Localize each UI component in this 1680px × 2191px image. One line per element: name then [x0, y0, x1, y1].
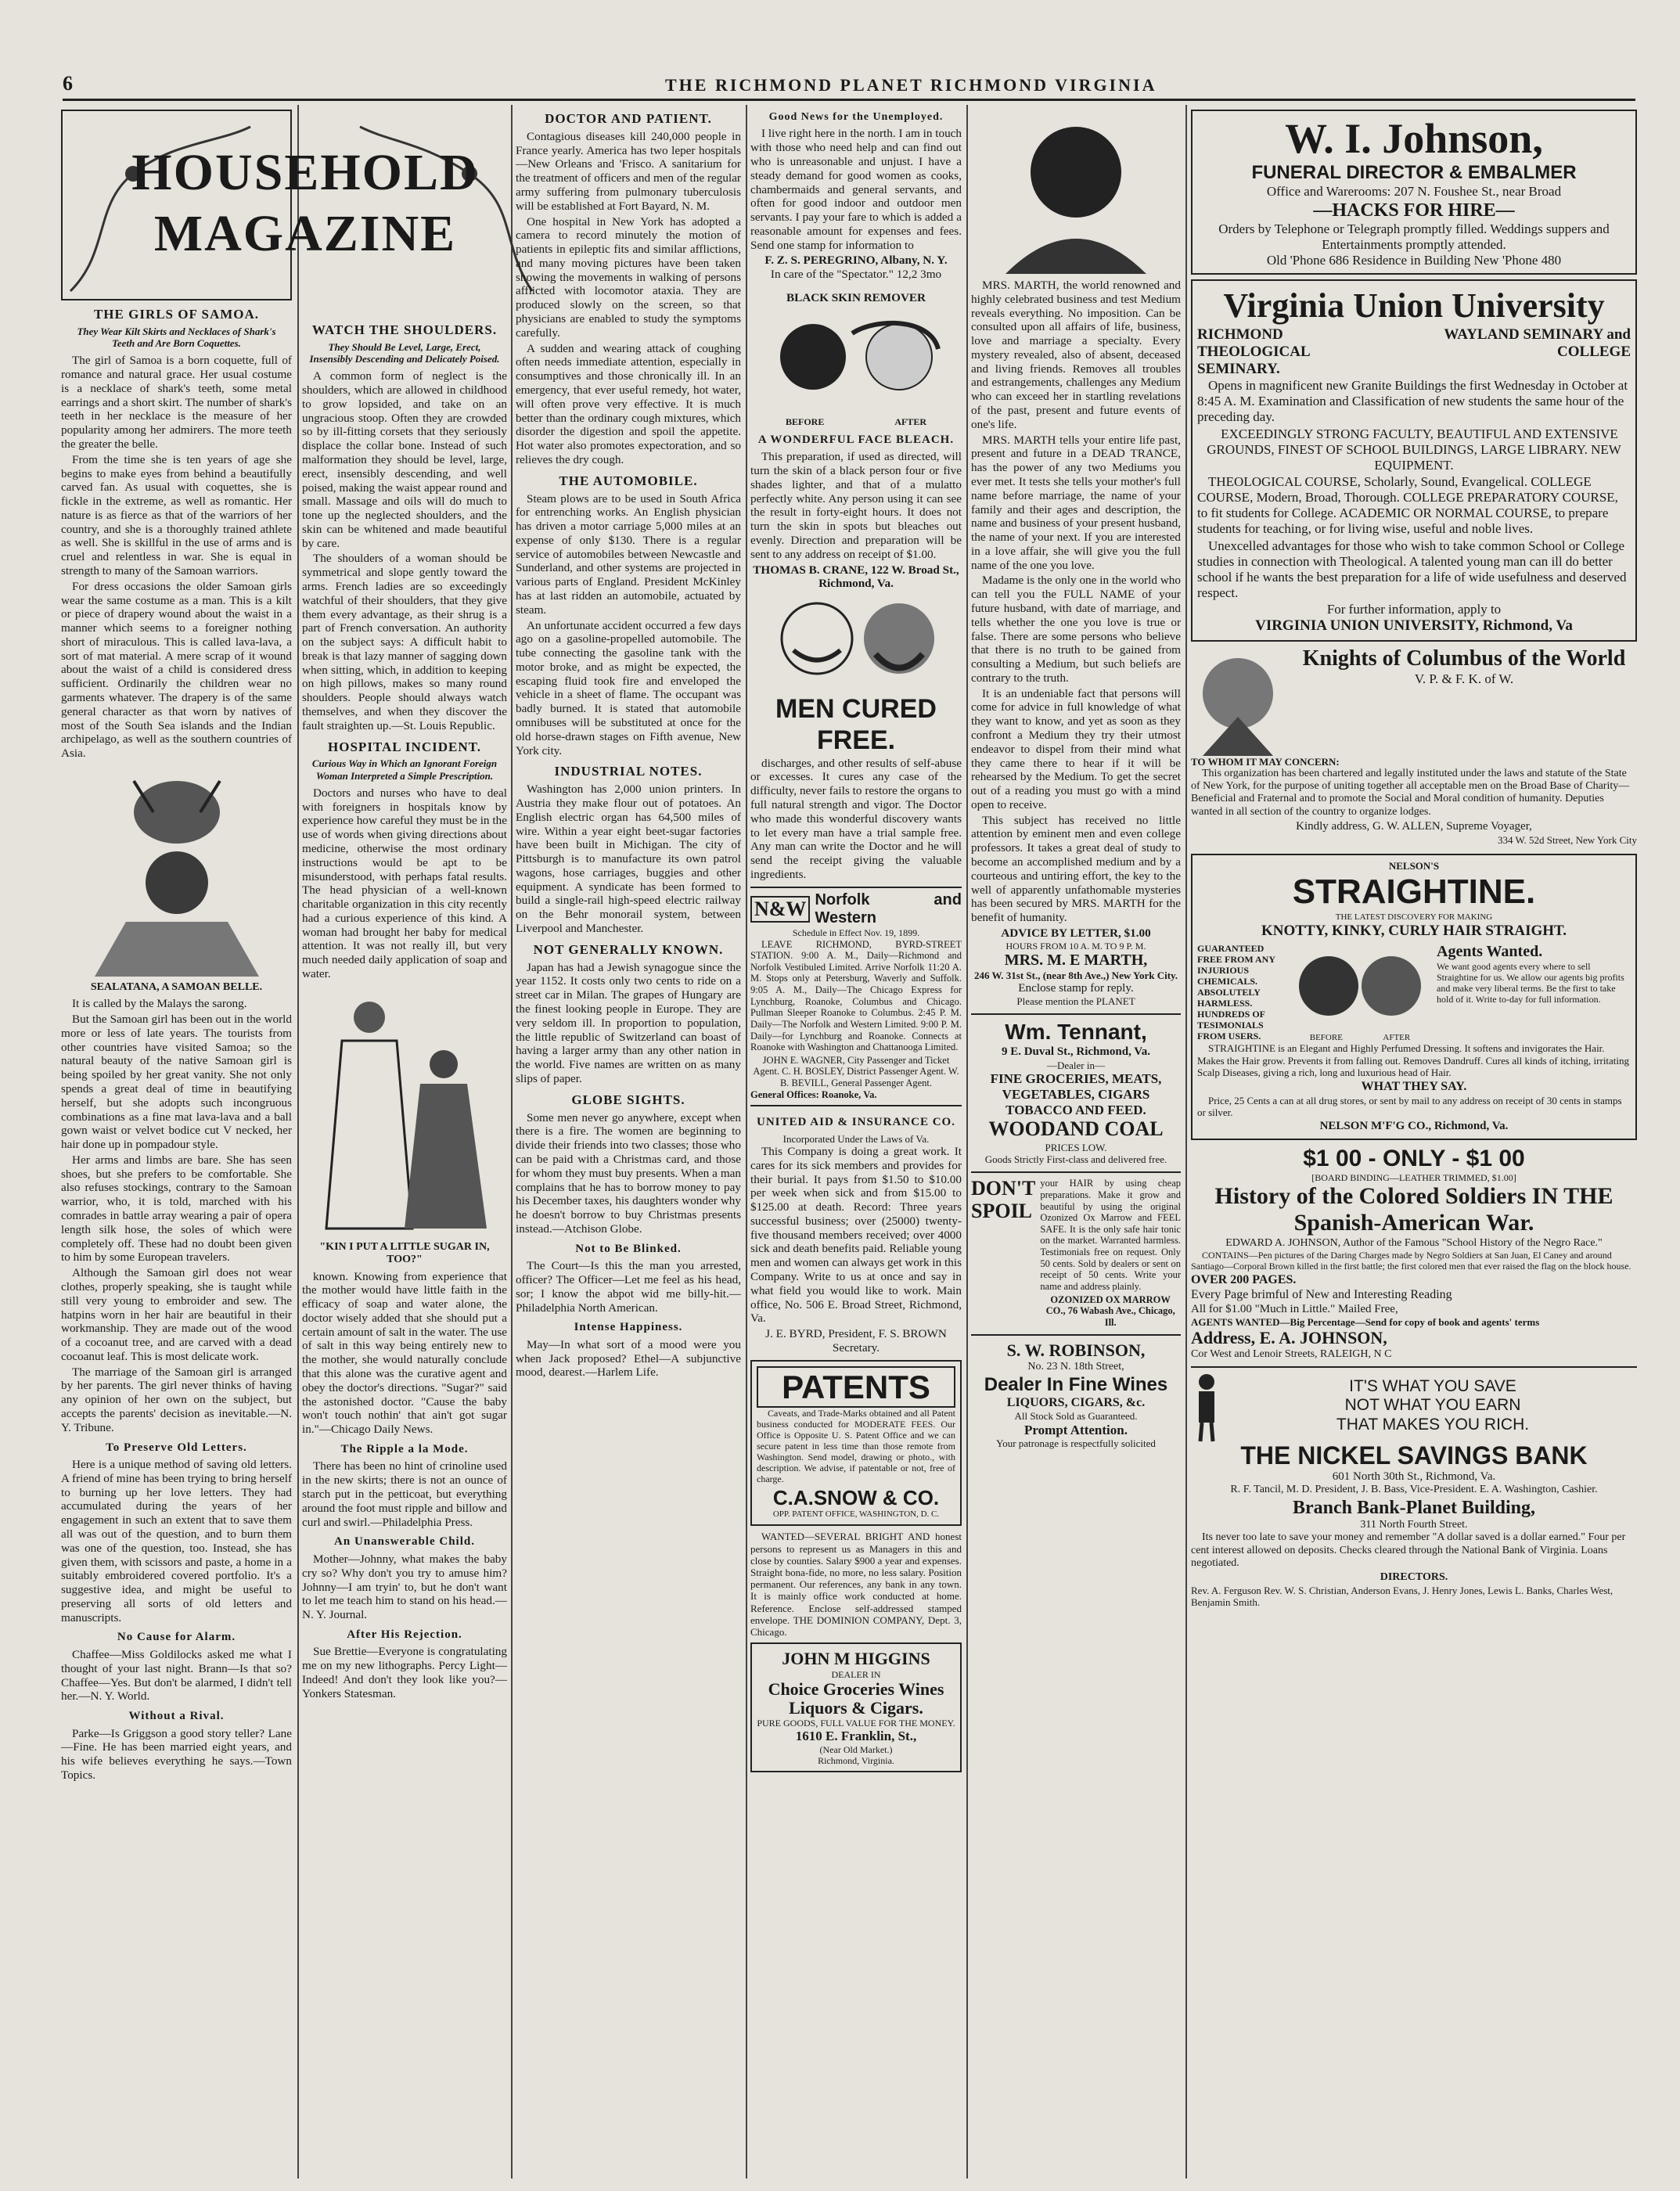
marth-paragraph: MRS. MARTH tells your entire life past, present and future in a DEAD TRANCE, has the power of any two Mediums you ever met. It tests she tells your mother's full name before marriage, the name of your family and their ages and description, the name and business of your present husband, the name of your next. If you are interested in a love affair, she will give you the full name of the one you love.	[971, 433, 1181, 572]
tennant-dealer: —Dealer in—	[1046, 1059, 1105, 1071]
kc-allen: Kindly address, G. W. ALLEN, Supreme Voyager,	[1296, 820, 1532, 833]
known-title: NOT GENERALLY KNOWN.	[533, 941, 724, 957]
rejection-title: After His Rejection.	[347, 1628, 462, 1641]
newspaper-title: THE RICHMOND PLANET RICHMOND VIRGINIA	[665, 75, 1157, 95]
doctor-title: DOCTOR AND PATIENT.	[545, 111, 712, 126]
united-paragraph: This Company is doing a great work. It cares for its sick members and provides for their burial. It pays from $1.50 to $10.00 per week when sick and from $15.00 to $125.00 at death. Record: Three years successful business; over (25000) twenty-five thousand members received; over 4000 sick and death benefits paid. Reliable young men and women can always get work in this Company. Write to us at once and say in what field you would like to work. Main office, No. 506 E. Broad Street, Richmond, Va.	[750, 1145, 962, 1326]
column-rule	[966, 105, 968, 2178]
bank-directors: DIRECTORS.	[1380, 1571, 1448, 1584]
ripple-paragraph: There has been no hint of crinoline used in the new skirts; there is not an ounce of starch put in the petticoat, but everything around the foot must ripple and billow and curl and swirl.—Philadelphia Press.	[302, 1459, 507, 1529]
bank-directors-list: Rev. A. Ferguson Rev. W. S. Christian, Anderson Evans, J. Henry Jones, Lewis L. Banks, Charles West, Benjamin Smith.	[1191, 1584, 1613, 1609]
johnson-hacks: —HACKS FOR HIRE—	[1313, 200, 1515, 221]
men-cured-headline: MEN CURED FREE.	[775, 694, 937, 755]
samoan-belle-illustration	[79, 765, 275, 977]
bank-officers: R. F. Tancil, M. D. President, J. B. Bass, Vice-President. E. A. Washington, Cashier.	[1230, 1484, 1598, 1496]
column-4	[750, 105, 962, 2178]
samoa-paragraph: From the time she is ten years of age she begins to make eyes from behind a beautifully carved fan. As usual with coquettes, she is fickle in the extreme, as well as romantic. Her nature is as fierce as that of the warriors of her country, and she is a thoroughly trained athlete as well. She is skillful in the use of arms and is cruel and relentless in war. She is equal in strength to many of the Samoan warriors.	[61, 452, 292, 577]
patents-company: C.A.SNOW & CO.	[772, 1486, 940, 1510]
tennant-coal: WOODAND COAL	[988, 1117, 1164, 1141]
rival-paragraph: Parke—Is Griggson a good story teller? Lane—Fine. He has been married eight years, and his wife believes everything he says.—Town Topics.	[61, 1726, 292, 1783]
marth-mention: Please mention the PLANET	[1016, 995, 1135, 1008]
straightine-small: NELSON'S	[1388, 859, 1440, 872]
straightine-agents	[1437, 943, 1631, 1043]
samoa-paragraph: The marriage of the Samoan girl is arranged by her parents. The girl never thinks of having any opinion of her own on the subject, but accepts the parents' decision as inevitable.—N. Y. Tribune.	[61, 1365, 292, 1434]
blinked-title: Not to Be Blinked.	[575, 1242, 682, 1255]
bank-address: 601 North 30th St., Richmond, Va.	[1332, 1470, 1496, 1483]
column-2	[302, 316, 507, 2178]
robinson-prompt: Prompt Attention.	[1024, 1422, 1128, 1437]
letters-paragraph: Here is a unique method of saving old letters. A friend of mine has been trying to bring herself to burning up her love letters. They had accumulated during the years of her engagement in such an extent that to save them all was out of the question, and to burn them was one of the question, too. Instead, she has given them, with scissors and paste, a home in a suitably embroidered covered portfolio. It's a suggestive idea, and might be useful to preserving all sorts of old letters and manuscripts.	[61, 1458, 292, 1624]
automobile-paragraph: An unfortunate accident occurred a few days ago on a gasoline-propelled automobile. The tube connecting the gasoline tank with the motor broke, and as might be expected, the escaping fluid took fire and enveloped the vehicle in a sheet of flame. The occupant was badly burned. It is stated that automobile omnibuses will be substituted at once for the old horse-drawn stages on Fifth avenue, New York city.	[516, 618, 741, 757]
book-mail: All for $1.00 "Much in Little." Mailed Free,	[1191, 1302, 1398, 1315]
samoa-paragraph: Her arms and limbs are bare. She has seen shoes, but she prefers to be comfortable. She also refuses stockings, contrary to the Samoan warrior, who, it is told, marched with his comrades in battle array wearing a pair of opera length silk hose, the soles of which were completely off. These had no doubt been given to him by some European travelers.	[61, 1153, 292, 1265]
united-aid-ad	[750, 1105, 962, 1355]
bank-branch-address: 311 North Fourth Street.	[1360, 1518, 1468, 1531]
higgins-near: (Near Old Market.)	[819, 1744, 893, 1756]
bleach-signature: THOMAS B. CRANE, 122 W. Broad St., Richmond, Va.	[753, 563, 959, 591]
before-label: BEFORE	[785, 416, 825, 427]
tennant-name: Wm. Tennant,	[1005, 1020, 1147, 1045]
straightine-agents-title: Agents Wanted.	[1437, 942, 1543, 960]
shoulders-paragraph: A common form of neglect is the shoulders, which are allowed in childhood to grow lopsided, and take on an ungracious stoop. Often they are crowded so by ill-fitting corsets that they seriously displace the collar bone. Instead of such malformation they should be level, large, erect, insensibly descending, and well poised, making the waist appear round and small. Massage and oils will do much to tone up the neglected shoulders, and the skin can be whitened and made beautiful by care.	[302, 369, 507, 550]
samoa-paragraph: But the Samoan girl has been out in the world more or less of late years. The tourists from other countries have visited Samoa; so the natural beauty of the native Samoan girl is being spoiled by her great vanity. She not only spends a great deal of time in beautifying herself, but she adopts such incongruous combinations as a fine mat lava-lava and a ball gown waist or velvet bodice cut V necked, her hair done up in pompadour style.	[61, 1013, 292, 1152]
ox-marrow-signature: OZONIZED OX MARROW CO., 76 Wabash Ave., Chicago, Ill.	[1045, 1293, 1175, 1328]
vuu-paragraph: Unexcelled advantages for those who wish to take common School or College studies in connection with Theological. A talented young man can ill do better school if he wants the best preparation for a life of wide usefulness and deserved respect.	[1197, 538, 1627, 600]
marth-advice: ADVICE BY LETTER, $1.00	[1001, 926, 1151, 940]
industrial-title: INDUSTRIAL NOTES.	[554, 764, 703, 779]
column-rule	[297, 105, 299, 2178]
kc-title: Knights of Columbus of the World	[1302, 646, 1626, 671]
shoulders-title: WATCH THE SHOULDERS.	[311, 322, 498, 337]
samoa-paragraph: It is called by the Malays the sarong.	[72, 997, 247, 1011]
shoulders-subtitle: They Should Be Level, Large, Erect, Insensibly Descending and Delicately Poised.	[309, 340, 500, 365]
image-caption: "KIN I PUT A LITTLE SUGAR IN, TOO?"	[319, 1240, 490, 1266]
tennant-goods: FINE GROCERIES, MEATS, VEGETABLES, CIGARS TOBACCO AND FEED.	[990, 1070, 1162, 1117]
robinson-stock: All Stock Sold as Guaranteed.	[1014, 1410, 1138, 1423]
doctor-paragraph: Contagious diseases kill 240,000 people in France yearly. America has two leper hospitals—New Orleans and 'Frisco. A sanitarium for the treatment of officers and men of the regular army suffering from pulmonary tuberculosis will be established at Fort Bayard, N. M.	[516, 129, 741, 213]
alarm-title: No Cause for Alarm.	[117, 1631, 236, 1644]
railway-logo: N&W	[750, 896, 810, 923]
bank-branch: Branch Bank-Planet Building,	[1292, 1497, 1536, 1518]
tennant-delivered: Goods Strictly First-class and delivered free.	[984, 1153, 1167, 1166]
straightine-list: GUARANTEED FREE FROM ANY INJURIOUS CHEMICALS. ABSOLUTELY HARMLESS. HUNDREDS OF TESIMONIALS FROM USERS.	[1197, 942, 1275, 1042]
before-after-hair-illustration	[1290, 943, 1430, 1029]
after-label: AFTER	[894, 416, 926, 427]
railway-signature: JOHN E. WAGNER, City Passenger and Ticket Agent. C. H. BOSLEY, District Passenger Agent. W. B. BEVILL, General Passenger Agent.	[753, 1054, 959, 1089]
hospital-paragraph: known. Knowing from experience that the mother would have little faith in the efficacy of soap and water alone, the doctor wisely added that she should put a certain amount of salt in the water. The use of salt in this way being entirely new to the mother, she would naturally conclude that this alone was the curative agent and obey the doctor's directions. "Sugar?" said the astonished doctor. "Cause the baby won't touch nothin' that ain't got sugar in."—Chicago Daily News.	[302, 1269, 507, 1437]
marth-stamp: Enclose stamp for reply.	[1018, 981, 1134, 995]
page-number: 6	[63, 72, 75, 95]
men-portraits-illustration	[758, 595, 954, 689]
ripple-title: The Ripple a la Mode.	[340, 1442, 469, 1455]
robinson-ad	[971, 1334, 1181, 1449]
robinson-address: No. 23 N. 18th Street,	[1027, 1361, 1124, 1373]
higgins-dealer: DEALER IN	[831, 1668, 881, 1680]
higgins-city: Richmond, Virginia.	[818, 1755, 894, 1767]
book-author: EDWARD A. JOHNSON, Author of the Famous "School History of the Negro Race."	[1225, 1236, 1603, 1249]
rejection-paragraph: Sue Brettie—Everyone is congratulating me on my new lithographs. Percy Light—Indeed! And don't they look like you?—Yonkers Statesman.	[302, 1645, 507, 1700]
tennant-address: 9 E. Duval St., Richmond, Va.	[1001, 1045, 1151, 1059]
spoil-label: SPOIL	[971, 1199, 1033, 1222]
kc-to: TO WHOM IT MAY CONCERN:	[1191, 755, 1340, 768]
mrs-marth-portrait	[990, 110, 1162, 274]
book-address: Address, E. A. JOHNSON,	[1191, 1328, 1387, 1348]
railway-title: Norfolk and Western	[815, 890, 962, 927]
before-after-labels	[750, 416, 962, 427]
kc-paragraph: This organization has been chartered and legally instituted under the laws and statute of the State of New York, for the purpose of uniting together all acceptable men on the Broad Base of Charity—Beneficial and Fraternal and to promote the Social and Moral condition of humanity. Deputies wanted in all section of the country to organize lodges.	[1191, 767, 1630, 818]
doctor-paragraph: A sudden and wearing attack of coughing often needs immediate attention, especially in consumptives and those chronically ill. In an emergency, that ever useful remedy, hot water, will often prove very effective. It is much better than the ordinary cough mixtures, which disorder the digestion and spoil the appetite. Hot water also promotes expectoration, and so relieves the dry cough.	[516, 341, 741, 466]
vuu-title: Virginia Union University	[1223, 286, 1605, 326]
book-price: $1 00 - ONLY - $1 00	[1303, 1145, 1525, 1171]
straightine-signature: NELSON M'F'G CO., Richmond, Va.	[1319, 1120, 1509, 1133]
column-5	[971, 105, 1181, 2178]
robinson-patronage: Your patronage is respectfully solicited	[996, 1437, 1156, 1450]
vuu-ad	[1191, 279, 1637, 641]
straightine-faces-labels	[1290, 1033, 1430, 1043]
railway-heading	[750, 891, 962, 928]
happiness-paragraph: May—In what sort of a mood were you when Jack proposed? Ethel—A subjunctive mood, dearest.—Harlem Life.	[516, 1337, 741, 1380]
bank-slogan	[1191, 1371, 1637, 1441]
unemployed-paragraph: I live right here in the north. I am in touch with those who need help and can find out who is unreasonable and unjust. I have a steady demand for good women as cooks, chambermaids and general servants, and often for good indoor and outdoor men servants. I pay your fare to which is added a reasonable amount for expenses and fees. Send one stamp for information to	[750, 127, 962, 252]
robinson-title: Dealer In Fine Wines	[984, 1373, 1168, 1395]
before-label: BEFORE	[1309, 1032, 1343, 1042]
vuu-right-school: WAYLAND SEMINARY and COLLEGE	[1444, 326, 1631, 360]
railway-offices: General Offices: Roanoke, Va.	[750, 1088, 877, 1100]
men-paragraph: discharges, and other results of self-abuse or excesses. It cures any case of the difficulty, never fails to restore the organs to full natural strength and vigor. The Doctor who made this wonderful discovery wants to let every man have a trial sample free. Any man can write the Doctor and he will send the receipt giving the valuable ingredients.	[750, 756, 962, 881]
samoa-paragraph: For dress occasions the older Samoan girls wear the same costume as a man. This is a kilt or piece of drapery wound about the waist in a manner which seems to a foreigner nothing short of miraculous. This is called lava-lava, a sort of mat material. A mere scrap of it wound about the waist of a child is considered dress sufficient. Ordinarily the children wear no garments whatever. The drapery is of the same general character as that worn by natives of most of the South Sea islands and the Indian archipelago, as well as the southern countries of Asia.	[61, 579, 292, 761]
unanswerable-paragraph: Mother—Johnny, what makes the baby cry so? Why don't you try to amuse him? Johnny—I am tryin' to, but he don't want to let me teach him to stand on his head.—N. Y. Journal.	[302, 1552, 507, 1622]
united-signature: J. E. BYRD, President, F. S. BROWN Secretary.	[765, 1327, 947, 1355]
wanted-paragraph: WANTED—SEVERAL BRIGHT AND honest persons to represent us as Managers in this and close by counties. Salary $900 a year and expenses. Straight bona-fide, no more, no less salary. Position permanent. Our references, any bank in any town. It is mainly office work conducted at home. Reference. Enclose self-addressed stamped envelope. THE DOMINION COMPANY, Dept. 3, Chicago.	[750, 1531, 962, 1638]
column-rule	[1185, 105, 1187, 2178]
kc-ad	[1191, 646, 1637, 756]
straightine-say: WHAT THEY SAY.	[1361, 1079, 1467, 1093]
book-ad	[1191, 1145, 1637, 1362]
patents-paragraph: Caveats, and Trade-Marks obtained and all Patent business conducted for MODERATE FEES. Our Office is Opposite U. S. Patent Office and we can secure patent in less time than those remote from Washington. Send model, drawing or photo., with description. We advise, if patentable or not, free of charge.	[757, 1407, 955, 1485]
straightine-faces	[1290, 943, 1430, 1043]
marth-hours: HOURS FROM 10 A. M. TO 9 P. M.	[1005, 940, 1146, 952]
johnson-phone: Old 'Phone 686 Residence in Building New 'Phone 480	[1266, 253, 1562, 268]
bleach-title: A WONDERFUL FACE BLEACH.	[757, 433, 955, 446]
samoa-title: THE GIRLS OF SAMOA.	[93, 307, 260, 322]
straightine-agents-paragraph: We want good agents every where to sell Straightine for us. We allow our agents big profits and make very liberal terms. Be the first to take hold of it. Write to-day for full information.	[1437, 961, 1624, 1006]
blinked-paragraph: The Court—Is this the man you arrested, officer? The Officer—Let me feel as his head, sor; I know the abpot wid me billy-hit.—Philadelphia North American.	[516, 1259, 741, 1315]
automobile-paragraph: Steam plows are to be used in South Africa for entrenching works. An English physician has driven a motor carriage 5,000 miles at an expense of only $130. There is a regular service of automobiles between Newcastle and Sunderland, and other systems are projected in various parts of England. President McKinley has at last ridden an automobile, actuated by steam.	[516, 491, 741, 617]
bank-slogan-line: NOT WHAT YOU EARN	[1344, 1396, 1521, 1415]
higgins-name: JOHN M HIGGINS	[782, 1649, 930, 1669]
vuu-paragraph: Opens in magnificent new Granite Buildings the first Wednesday in October at 8:45 A. M. Examination and Classification of new students the same hour of the preceding day.	[1197, 378, 1628, 424]
bank-slogan-line: THAT MAKES YOU RICH.	[1336, 1415, 1530, 1434]
marth-paragraph: This subject has received no little attention by eminent men and even college professors. It takes a great deal of study to become an accomplished medium and by a courteous and untiring effort, the key to the well of apparently unfathomable mysteries has been secured by MRS. MARTH for the benefit of humanity.	[971, 813, 1181, 925]
bank-slogan-text	[1229, 1377, 1637, 1435]
straightine-ad	[1191, 854, 1637, 1140]
robinson-name: S. W. ROBINSON,	[1006, 1340, 1146, 1361]
book-paragraph: CONTAINS—Pen pictures of the Daring Charges made by Negro Soldiers at San Juan, El Caney and around Santiago—Corporal Brown killed in the first battle; the first colored men that ever raised the flag on the block house.	[1191, 1250, 1631, 1272]
railway-ad	[750, 887, 962, 1101]
johnson-address: Office and Warerooms: 207 N. Foushee St., near Broad	[1266, 184, 1562, 200]
known-paragraph: Japan has had a Jewish synagogue since the year 1152. It costs only two cents to ride on a street car in Milan. The grapes of Hungary are the finest looking people in Europe. They are very seldom ill. In proportion to population, the little republic of Switzerland can boast of having a larger army than any other nation in the world. Five names are written on as many slips of paper.	[516, 960, 741, 1085]
higgins-goods: Choice Groceries Wines Liquors & Cigars.	[768, 1678, 944, 1718]
happiness-title: Intense Happiness.	[574, 1321, 683, 1334]
hospital-paragraph: Doctors and nurses who have to deal with foreigners in hospitals know by experience how careful they must be in the use of words when giving directions about medicine, otherwise the most ordinary instructions would be apt to be misunderstood, with perhaps fatal results. The head physician of a well-known charitable organization in this city recently had a curious experience of this kind. A woman had brought her baby for medical attention. It was not really ill, but very much needed daily application of soap and water.	[302, 786, 507, 981]
book-title: History of the Colored Soldiers IN THE Spanish-American War.	[1214, 1182, 1613, 1236]
vuu-faculty: EXCEEDINGLY STRONG FACULTY, BEAUTIFUL AND EXTENSIVE GROUNDS, FINEST OF SCHOOL BUILDINGS, LARGE LIBRARY. NEW EQUIPMENT.	[1207, 426, 1621, 473]
nurse-and-mother-illustration	[311, 986, 498, 1236]
railway-schedule: Schedule in Effect Nov. 19, 1899.	[792, 927, 920, 939]
straightine-body	[1197, 943, 1631, 1043]
united-title: UNITED AID & INSURANCE CO.	[757, 1116, 955, 1129]
higgins-address: 1610 E. Franklin, St.,	[795, 1729, 917, 1744]
patents-ad	[750, 1360, 962, 1527]
johnson-orders: Orders by Telephone or Telegraph promptly filled. Weddings suppers and Entertainments promptly attended.	[1218, 221, 1610, 253]
globe-title: GLOBE SIGHTS.	[571, 1092, 685, 1107]
book-agents: AGENTS WANTED—Big Percentage—Send for copy of book and agents' terms	[1191, 1316, 1540, 1329]
book-pages: OVER 200 PAGES.	[1191, 1273, 1297, 1287]
shoulders-paragraph: The shoulders of a woman should be symmetrical and slope gently toward the arms. French ladies are so exceedingly watchful of their shoulders, that they give them every advantage, as their shrug is a part of French conversation. An authority on the subject says: A difficult habit to break is that lazy manner of sagging down when sitting, which, in addition to keeping on high pillows, makes so many round shoulders. People should always watch themselves, and when they discover the fault straighten up.—St. Louis Republic.	[302, 552, 507, 732]
masthead-box	[61, 110, 479, 300]
industrial-paragraph: Washington has 2,000 union printers. In Austria they make flour out of potatoes. An English electric organ has 64,500 miles of wire. Within a year eight beet-sugar factories have been built in Michigan. The city of Pittsburgh is to manufacture its own patrol wagons, hose carriages, buggies and other equipment. A syndicate has been formed to build a single-rail high-speed electric railway on the Behr monorail system, between Liverpool and Manchester.	[516, 782, 741, 936]
vuu-courses: THEOLOGICAL COURSE, Scholarly, Sound, Evangelical. COLLEGE COURSE, Modern, Broad, Thorough. COLLEGE PREPARATORY COURSE, to fit students for College. ACADEMIC OR NORMAL COURSE, to prepare students for teaching, or for living wise, useful and noble lives.	[1197, 474, 1618, 537]
unemployed-signature: F. Z. S. PEREGRINO, Albany, N. Y.	[764, 254, 948, 268]
automobile-title: THE AUTOMOBILE.	[559, 473, 698, 488]
hospital-title: HOSPITAL INCIDENT.	[328, 739, 481, 754]
man-figure-illustration	[1191, 1371, 1222, 1441]
unemployed-title: Good News for the Unemployed.	[768, 111, 944, 123]
straightine-title: STRAIGHTINE.	[1292, 872, 1536, 912]
kc-subtitle: V. P. & F. K. of W.	[1414, 671, 1514, 687]
vuu-signature: VIRGINIA UNION UNIVERSITY, Richmond, Va	[1255, 617, 1573, 635]
railway-paragraph: LEAVE RICHMOND, BYRD-STREET STATION. 9:00 A. M., Daily—Richmond and Norfolk Vestibuled Limited. Arrive Norfolk 11:20 A. M. Stops only at Petersburg, Waverly and Suffolk. 9:05 A. M., Daily—The Chicago Express for Lynchburg, Roanoke, Columbus and Chicago. Pullman Sleeper Roanoke to Columbus. 2:45 P. M. Daily—The Norfolk and Western Limited. 9:00 P. M. Daily—for Lynchburg and Roanoke. Connects at Roanoke with Washington and Chattanooga Limited.	[750, 938, 962, 1053]
column-rule	[746, 105, 747, 2178]
samoa-paragraph: Although the Samoan girl does not wear clothes, properly speaking, she is taught while still very young to embroider and sew. The hatpins worn in her hair are beautiful in their workmanship. They are made out of the wood of a cocoanut tree, and are carved with a dead cocoanut leaf. This is most delicate work.	[61, 1266, 292, 1363]
straightine-paragraph: STRAIGHTINE is an Elegant and Highly Perfumed Dressing. It softens and invigorates the Hair. Makes the Hair grow. Prevents it from falling out. Removes Dandruff. Cures all kinds of itching, irritating Scalp Diseases, giving a rich, long and luxurious head of Hair.	[1197, 1042, 1630, 1078]
globe-paragraph: Some men never go anywhere, except when there is a fire. The women are beginning to divide their friends into two classes; those who can be paid with a Christmas card, and those for whom they must buy presents. When a man complains that he has to borrow money to pay his December taxes, his daughters wonder why he doesn't borrow to buy Christmas presents instead.—Atchison Globe.	[516, 1110, 741, 1236]
dont-label: DON'T	[971, 1177, 1036, 1200]
unanswerable-title: An Unanswerable Child.	[334, 1535, 475, 1549]
page-header	[63, 72, 1635, 101]
column-6	[1191, 105, 1637, 2178]
nickel-bank-ad	[1191, 1366, 1637, 1609]
ox-marrow-text	[1040, 1178, 1181, 1328]
knights-emblem-illustration	[1191, 646, 1285, 756]
samoa-subtitle: They Wear Kilt Skirts and Necklaces of Shark's Teeth and Are Born Coquettes.	[77, 325, 276, 350]
higgins-ad	[750, 1642, 962, 1772]
kc-address: 334 W. 52d Street, New York City	[1497, 833, 1637, 846]
rival-title: Without a Rival.	[128, 1710, 225, 1723]
doctor-paragraph: One hospital in New York has adopted a camera to record minutely the motion of patients in epileptic fits and similar afflictions, and many moving pictures have been taken showing the movements in walking of persons afflicted with locomotor ataxia. They are produced slowly on the screen, so that physicians are enabled to study the symptoms carefully.	[516, 214, 741, 340]
book-binding: [BOARD BINDING—LEATHER TRIMMED, $1.00]	[1311, 1171, 1516, 1183]
masthead-title: HOUSEHOLD MAGAZINE	[131, 144, 479, 262]
vuu-left-school: RICHMOND THEOLOGICAL SEMINARY.	[1197, 326, 1310, 377]
book-address-line: Cor West and Lenoir Streets, RALEIGH, N C	[1191, 1348, 1392, 1361]
johnson-title: FUNERAL DIRECTOR & EMBALMER	[1251, 162, 1577, 184]
marth-paragraph: Madame is the only one in the world who can tell you the FULL NAME of your future husband, with date of marriage, and tells whether the one you love is true or false. There are some persons who believe that there is no truth to be gained from consulting a Medium, but such beliefs are contrary to the truth.	[971, 574, 1181, 685]
unemployed-note: In care of the "Spectator." 12,2 3mo	[770, 268, 942, 282]
image-caption: SEALATANA, A SAMOAN BELLE.	[90, 980, 263, 993]
patents-address: OPP. PATENT OFFICE, WASHINGTON, D. C.	[772, 1509, 940, 1520]
straightine-tag: THE LATEST DISCOVERY FOR MAKING	[1335, 912, 1493, 922]
vuu-info: For further information, apply to	[1326, 602, 1502, 617]
column-3	[516, 105, 741, 2178]
tennant-prices: PRICES LOW.	[1045, 1141, 1107, 1153]
marth-paragraph: It is an undeniable fact that persons will come for advice in full knowledge of what they want to know, and yet as soon as they confront a Medium they try their utmost endeavor to dispel from their mind what they came there to hear if it will be rehearsed by the Medium. To get the secret out of a reading you must go with a mind open to receive.	[971, 686, 1181, 811]
bank-title: THE NICKEL SAVINGS BANK	[1240, 1441, 1588, 1470]
letters-title: To Preserve Old Letters.	[106, 1441, 247, 1454]
tennant-ad	[971, 1013, 1181, 1165]
straightine-kinky: KNOTTY, KINKY, CURLY HAIR STRAIGHT.	[1261, 922, 1567, 939]
hospital-subtitle: Curious Way in Which an Ignorant Foreign Woman Interpreted a Simple Prescription.	[311, 757, 498, 782]
bleach-label: BLACK SKIN REMOVER	[786, 290, 926, 304]
united-subtitle: Incorporated Under the Laws of Va.	[782, 1132, 930, 1145]
patents-title: PATENTS	[757, 1366, 955, 1408]
straightine-price: Price, 25 Cents a can at all drug stores, or sent by mail to any address on receipt of 30 cents in stamps or silver.	[1197, 1094, 1622, 1118]
kc-text	[1291, 646, 1637, 756]
higgins-tag: PURE GOODS, FULL VALUE FOR THE MONEY.	[757, 1718, 955, 1729]
after-label: AFTER	[1383, 1032, 1411, 1042]
ox-marrow-ad	[971, 1171, 1181, 1328]
before-after-faces-illustration	[758, 310, 954, 412]
dont-spoil-heading	[971, 1178, 1035, 1328]
ox-marrow-paragraph: your HAIR by using cheap preparations. Make it grow and beautiful by using the original Ozonized Ox Marrow and FEEL SAFE. It is the only safe hair tonic on the market. Warranted harmless. Testimonials free on request. Only 50 cents. Sold by dealers or sent on receipt of 50 cents. Write your name and address plainly.	[1040, 1178, 1181, 1292]
johnson-name: W. I. Johnson,	[1285, 115, 1543, 162]
alarm-paragraph: Chaffee—Miss Goldilocks asked me what I thought of your last night. Brann—Is that so? Chaffee—Yes. But don't be alarmed, I didn't tell her.—N. Y. World.	[61, 1648, 292, 1704]
robinson-goods: LIQUORS, CIGARS, &c.	[1006, 1395, 1146, 1409]
marth-paragraph: MRS. MARTH, the world renowned and highly celebrated business and test Medium reveals everything. No imposition. Can be consulted upon all affairs of life, business, love and marriage a specialty. Every mystery revealed, also of absent, deceased and living friends. Removes all troubles and estrangements, challenges any Medium who can exceed her in startling revelations of the past, present and future events of one's life.	[971, 279, 1181, 431]
johnson-ad	[1191, 110, 1637, 275]
column-rule	[511, 105, 513, 2178]
samoa-paragraph: The girl of Samoa is a born coquette, full of romance and natural grace. Her usual costume is a necklace of shark's teeth, some metal earrings and a short skirt. The number of shark's teeth in her necklace is the measure of her popularity among her admirers. The more teeth the greater the belle.	[61, 354, 292, 451]
vuu-schools	[1197, 326, 1631, 379]
marth-address: 246 W. 31st St., (near 8th Ave.,) New York City.	[973, 970, 1178, 982]
marth-name: MRS. M. E MARTH,	[1004, 951, 1148, 969]
bank-paragraph: Its never too late to save your money and remember "A dollar saved is a dollar earned." Four per cent interest allowed on deposits. Checks cleared through the National Bank of Virginia. Loans negotiated.	[1191, 1531, 1626, 1570]
bleach-paragraph: This preparation, if used as directed, will turn the skin of a black person four or five shades lighter, and that of a mulatto perfectly white. Any person using it can see the result in forty-eight hours. It does not turn the skin in spots but bleaches out evenly. Direction and preparation will be sent to any address on receipt of $1.00.	[750, 450, 962, 561]
bank-slogan-line: IT'S WHAT YOU SAVE	[1349, 1376, 1516, 1395]
book-every: Every Page brimful of New and Interesting Reading	[1191, 1287, 1452, 1301]
